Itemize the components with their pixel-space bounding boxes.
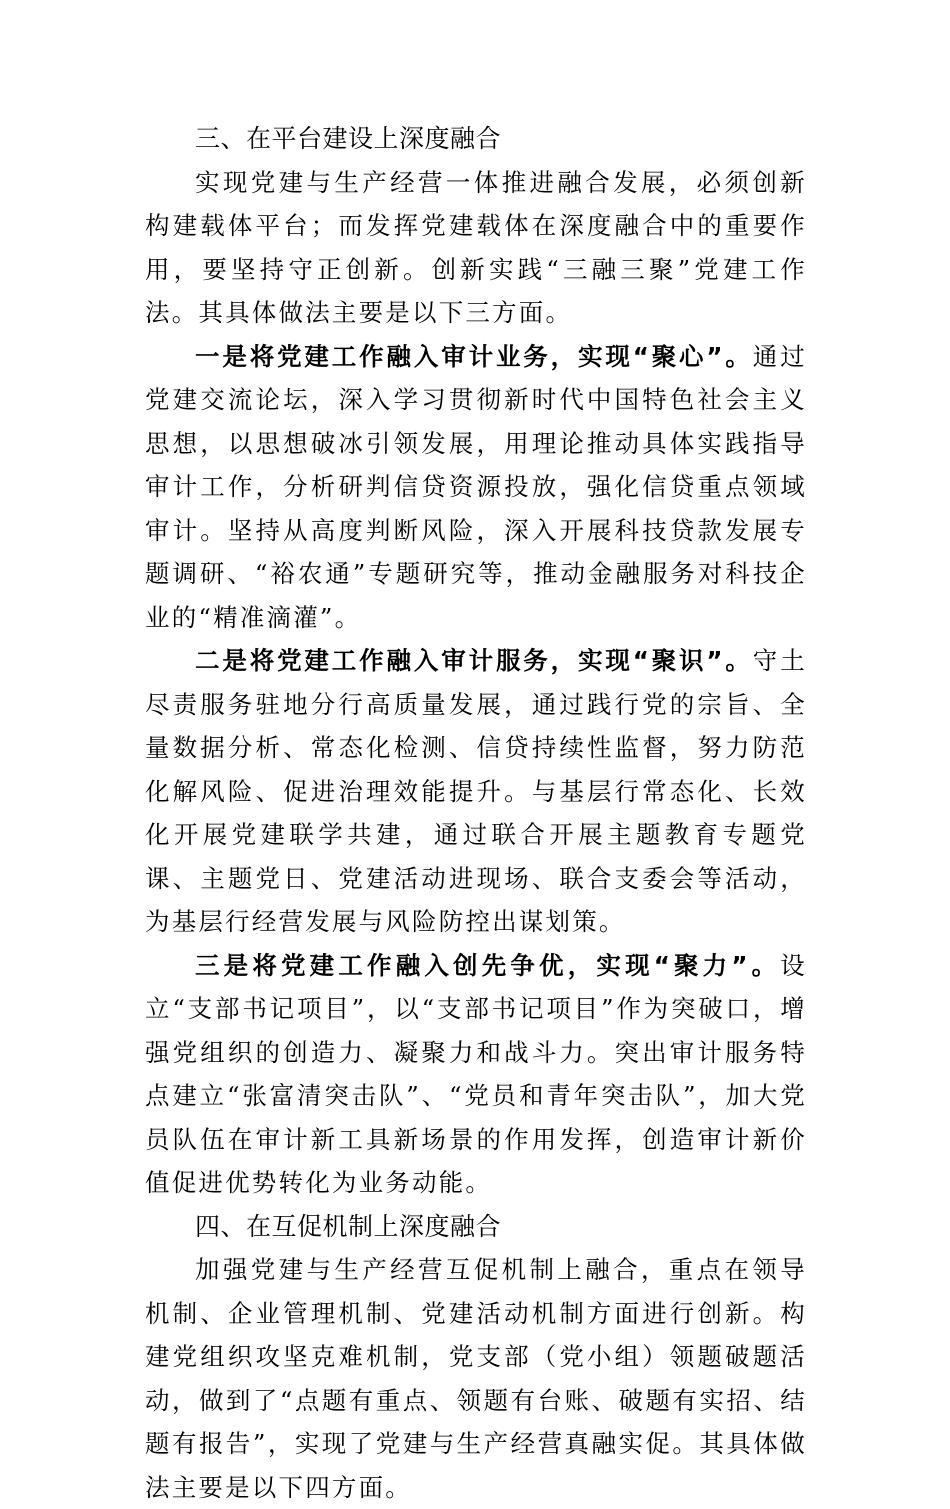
point-1-lead: 一是将党建工作融入审计业务，实现“聚心”。 [195, 341, 753, 371]
point-3-body: 设立“支部书记项目”，以“支部书记项目”作为突破口，增强党组织的创造力、凝聚力和战斗力。突出审计服务特点建立“张富清突击队”、“党员和青年突击队”，加大党员队伍在审计新工具新场景的作用发挥，创造审计新价值促进优势转化为业务动能。 [145, 950, 807, 1197]
point-2-lead: 二是将党建工作融入审计服务，实现“聚识”。 [195, 646, 753, 675]
point-3-paragraph [145, 944, 807, 1205]
section-4-intro: 加强党建与生产经营互促机制上融合，重点在领导机制、企业管理机制、党建活动机制方面进行创新。构建党组织攻坚克难机制，党支部（党小组）领题破题活动，做到了“点题有重点、领题有台账、破题有实招、结题有报告”，实现了党建与生产经营真融实促。其具体做法主要是以下四方面。 [145, 1255, 807, 1502]
point-1-paragraph [145, 335, 807, 640]
point-3-lead: 三是将党建工作融入创先争优，实现“聚力”。 [195, 950, 781, 980]
section-3-heading: 三、在平台建设上深度融合 [195, 124, 502, 153]
document-page [145, 117, 807, 1509]
section-3-intro: 实现党建与生产经营一体推进融合发展，必须创新构建载体平台；而发挥党建载体在深度融合中的重要作用，要坚持守正创新。创新实践“三融三聚”党建工作法。其具体做法主要是以下三方面。 [145, 167, 807, 327]
section-4-heading: 四、在互促机制上深度融合 [195, 1211, 502, 1241]
point-2-body: 守土尽责服务驻地分行高质量发展，通过践行党的宗旨、全量数据分析、常态化检测、信贷持续性监督，努力防范化解风险、促进治理效能提升。与基层行常态化、长效化开展党建联学共建，通过联合开展主题教育专题党课、主题党日、党建活动进现场、联合支委会等活动，为基层行经营发展与风险防控出谋划策。 [145, 646, 807, 936]
point-1-body: 通过党建交流论坛，深入学习贯彻新时代中国特色社会主义思想，以思想破冰引领发展，用理论推动具体实践指导审计工作，分析研判信贷资源投放，强化信贷重点领域审计。坚持从高度判断风险，深入开展科技贷款发展专题调研、“裕农通”专题研究等，推动金融服务对科技企业的“精准滴灌”。 [145, 341, 807, 632]
point-2-paragraph [145, 639, 807, 944]
